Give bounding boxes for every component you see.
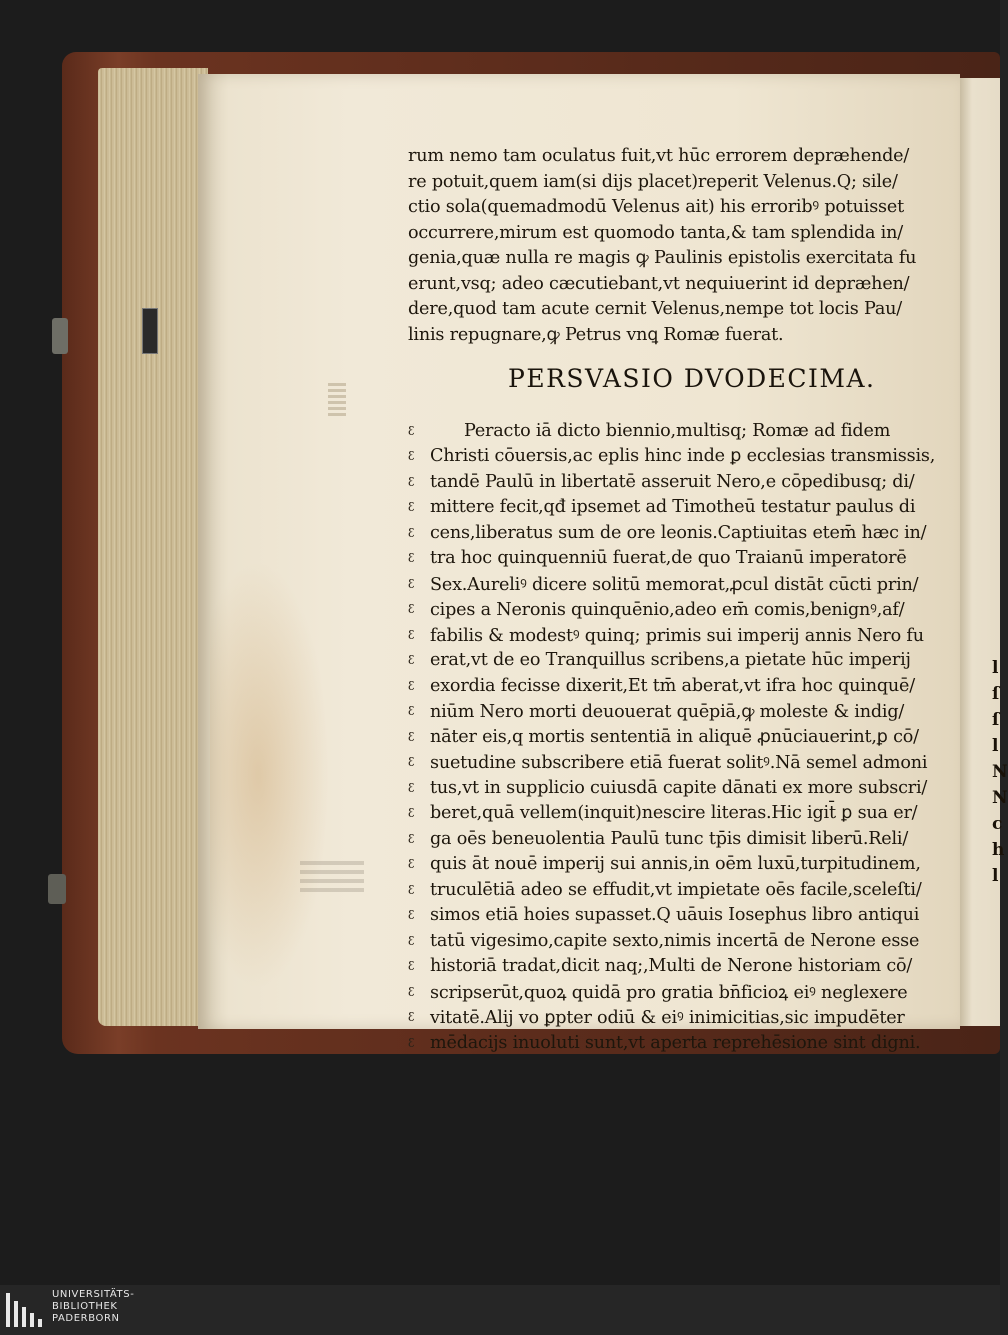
top-text-block (408, 144, 960, 348)
text-line (408, 954, 960, 980)
text-line (408, 520, 960, 546)
marginal-mark: ꜫ (408, 806, 415, 821)
text-line (408, 826, 960, 852)
library-logo-text (52, 1289, 134, 1325)
page-edges (98, 68, 208, 1026)
text-line (408, 673, 960, 699)
marginal-mark: ꜫ (408, 780, 415, 795)
marginal-mark: ꜫ (408, 474, 415, 489)
text-line (408, 699, 960, 725)
text-line (408, 979, 960, 1005)
line-text: historiā tradat,dicit naq;,Multi de Nerone historiam cō/ (430, 956, 913, 977)
next-page-glyph: ſ (992, 710, 1000, 730)
marginal-mark: ꜫ (408, 908, 415, 923)
line-text: simos etiā hoies supasset.Q uāuis Iosephus libro antiqui (430, 905, 920, 926)
text-line: ctio sola(quemadmodū Velenus ait) his erroribꝰ potuisset (408, 197, 904, 217)
line-text: vitatē.Alij vo ꝑpter odiū & eiꝰ inimicitias,sic impudēter (430, 1008, 905, 1029)
marginal-mark: ꜫ (408, 857, 415, 872)
next-page-glyph: l (992, 866, 999, 886)
text-line (408, 1005, 960, 1031)
logo-line: PADERBORN (52, 1313, 120, 1324)
text-line (408, 648, 960, 674)
text-line (408, 724, 960, 750)
logo-line: BIBLIOTHEK (52, 1301, 118, 1312)
text-line (408, 775, 960, 801)
line-text: scripserūt,quoꝝ quidā pro gratia bn̄ficioꝝ eiꝰ neglexere (430, 982, 908, 1003)
clasp-icon (52, 318, 68, 354)
line-text: fabilis & modestꝰ quinq; primis sui imperij annis Nero fu (430, 625, 924, 646)
marginal-mark: ꜫ (408, 653, 415, 668)
marginal-mark: ꜫ (408, 959, 415, 974)
line-text: quis āt nouē imperij sui annis,in oēm luxū,turpitudinem, (430, 854, 921, 875)
line-text: erat,vt de eo Tranquillus scribens,a pietate hūc imperij (430, 650, 911, 671)
line-text: mittere fecit,qđ ipsemet ad Timotheū testatur paulus di (430, 497, 916, 518)
line-text: exordia fecisse dixerit,Et tm̄ aberat,vt ifra hoc quinquē/ (430, 675, 915, 696)
text-line: dere,quod tam acute cernit Velenus,nempe tot locis Pau/ (408, 299, 902, 319)
clasp-icon (48, 874, 66, 904)
line-text: suetudine subscribere etiā fuerat solitꝰ.Nā semel admoni (430, 753, 928, 774)
next-page-glyph: h (992, 840, 1005, 860)
logo-line: UNIVERSITÄTS- (52, 1289, 135, 1300)
marginal-mark: ꜫ (408, 831, 415, 846)
marginal-mark: ꜫ (408, 678, 415, 693)
next-page-glyph: N (992, 762, 1008, 782)
line-text: ga oēs beneuolentia Paulū tunc tp̄is dimisit liberū.Reli/ (430, 828, 909, 849)
line-text: nāter eis,q mortis sententiā in aliquē ꝓnūciauerint,ꝑ cō/ (430, 726, 919, 747)
marginal-mark: ꜫ (408, 704, 415, 719)
next-page-glyph: c (992, 814, 1003, 834)
marginal-mark: ꜫ (408, 551, 415, 566)
marginal-mark: ꜫ (408, 525, 415, 540)
text-line (408, 444, 960, 470)
line-text: niūm Nero morti deuouerat quēpiā,ꝙ moleste & indig/ (430, 702, 905, 723)
marginal-mark: ꜫ (408, 576, 415, 591)
marginal-mark: ꜫ (408, 882, 415, 897)
text-line (408, 852, 960, 878)
text-line: erunt,vsq; adeo cæcutiebant,vt nequiuerint id depræhen/ (408, 273, 910, 294)
text-line (408, 928, 960, 954)
body-text-block (408, 418, 960, 1056)
line-text: cipes a Neronis quinquēnio,adeo em̄ comis,benignꝰ,af/ (430, 600, 905, 621)
library-logo-icon (4, 1291, 44, 1331)
marginal-mark: ꜫ (408, 449, 415, 464)
next-page-glyph: l (992, 658, 999, 678)
line-text: Peracto iā dicto biennio,multisq; Romæ ad fidem (464, 420, 891, 441)
text-line (408, 418, 960, 444)
text-line (408, 801, 960, 827)
text-line (408, 1030, 960, 1056)
marginal-mark: ꜫ (408, 602, 415, 617)
text-line (408, 877, 960, 903)
water-stain (210, 560, 330, 990)
marginal-mark: ꜫ (408, 500, 415, 515)
line-text: Sex.Aureliꝰ dicere solitū memorat,ꝓcul distāt cūcti prin/ (430, 574, 919, 595)
text-line (408, 750, 960, 776)
line-text: beret,quā vellem(inquit)nescire literas.Hic igit̄ ꝑ sua er/ (430, 803, 918, 824)
text-line (408, 546, 960, 572)
library-footer (0, 1285, 1000, 1335)
next-page-glyph: l (992, 736, 999, 756)
marginal-mark: ꜫ (408, 423, 415, 438)
marginal-mark: ꜫ (408, 1035, 415, 1050)
next-page-glyph: ſ (992, 684, 1000, 704)
text-line: rum nemo tam oculatus fuit,vt hūc errorem depræhende/ (408, 146, 910, 166)
line-text: cens,liberatus sum de ore leonis.Captiuitas etem̄ hæc in/ (430, 522, 927, 543)
marginal-mark: ꜫ (408, 984, 415, 999)
text-line: linis repugnare,ꝙ Petrus vnꝗ Romæ fuerat. (408, 324, 784, 345)
text-line (408, 469, 960, 495)
right-page-edge (960, 78, 1008, 1026)
text-line (408, 597, 960, 623)
marginal-mark: ꜫ (408, 729, 415, 744)
marginal-mark: ꜫ (408, 933, 415, 948)
line-text: tatū vigesimo,capite sexto,nimis incertā de Nerone esse (430, 930, 920, 951)
line-text: truculētiā adeo se effudit,vt impietate oēs facile,sceleſti/ (430, 879, 922, 900)
show-through-text (300, 858, 364, 892)
text-line (408, 495, 960, 521)
text-line (408, 571, 960, 597)
text-line: occurrere,mirum est quomodo tanta,& tam splendida in/ (408, 222, 903, 243)
line-text: tus,vt in supplicio cuiusdā capite dānati ex more subscri/ (430, 777, 928, 798)
marginal-mark: ꜫ (408, 755, 415, 770)
section-heading: PERSVASIO DVODECIMA. (508, 364, 876, 393)
text-line (408, 622, 960, 648)
text-line: re potuit,quem iam(si dijs placet)reperit Velenus.Q; sile/ (408, 171, 898, 192)
text-line: genia,quæ nulla re magis ꝙ Paulinis epistolis exercitata fu (408, 248, 917, 268)
line-text: Christi cōuersis,ac eplis hinc inde ꝑ ecclesias transmissis, (430, 446, 936, 467)
line-text: mēdacijs inuoluti sunt,vt aperta reprehēsione sint digni. (430, 1032, 921, 1053)
next-page-glyph: N (992, 788, 1008, 808)
text-line (408, 903, 960, 929)
line-text: tra hoc quinquenniū fuerat,de quo Traianū imperatorē (430, 548, 907, 569)
marginal-mark: ꜫ (408, 1010, 415, 1025)
bookmark-ribbon (142, 308, 158, 354)
marginal-mark: ꜫ (408, 627, 415, 642)
margin-ornament (328, 382, 346, 416)
line-text: tandē Paulū in libertatē asseruit Nero,e cōpedibusq; di/ (430, 471, 915, 492)
